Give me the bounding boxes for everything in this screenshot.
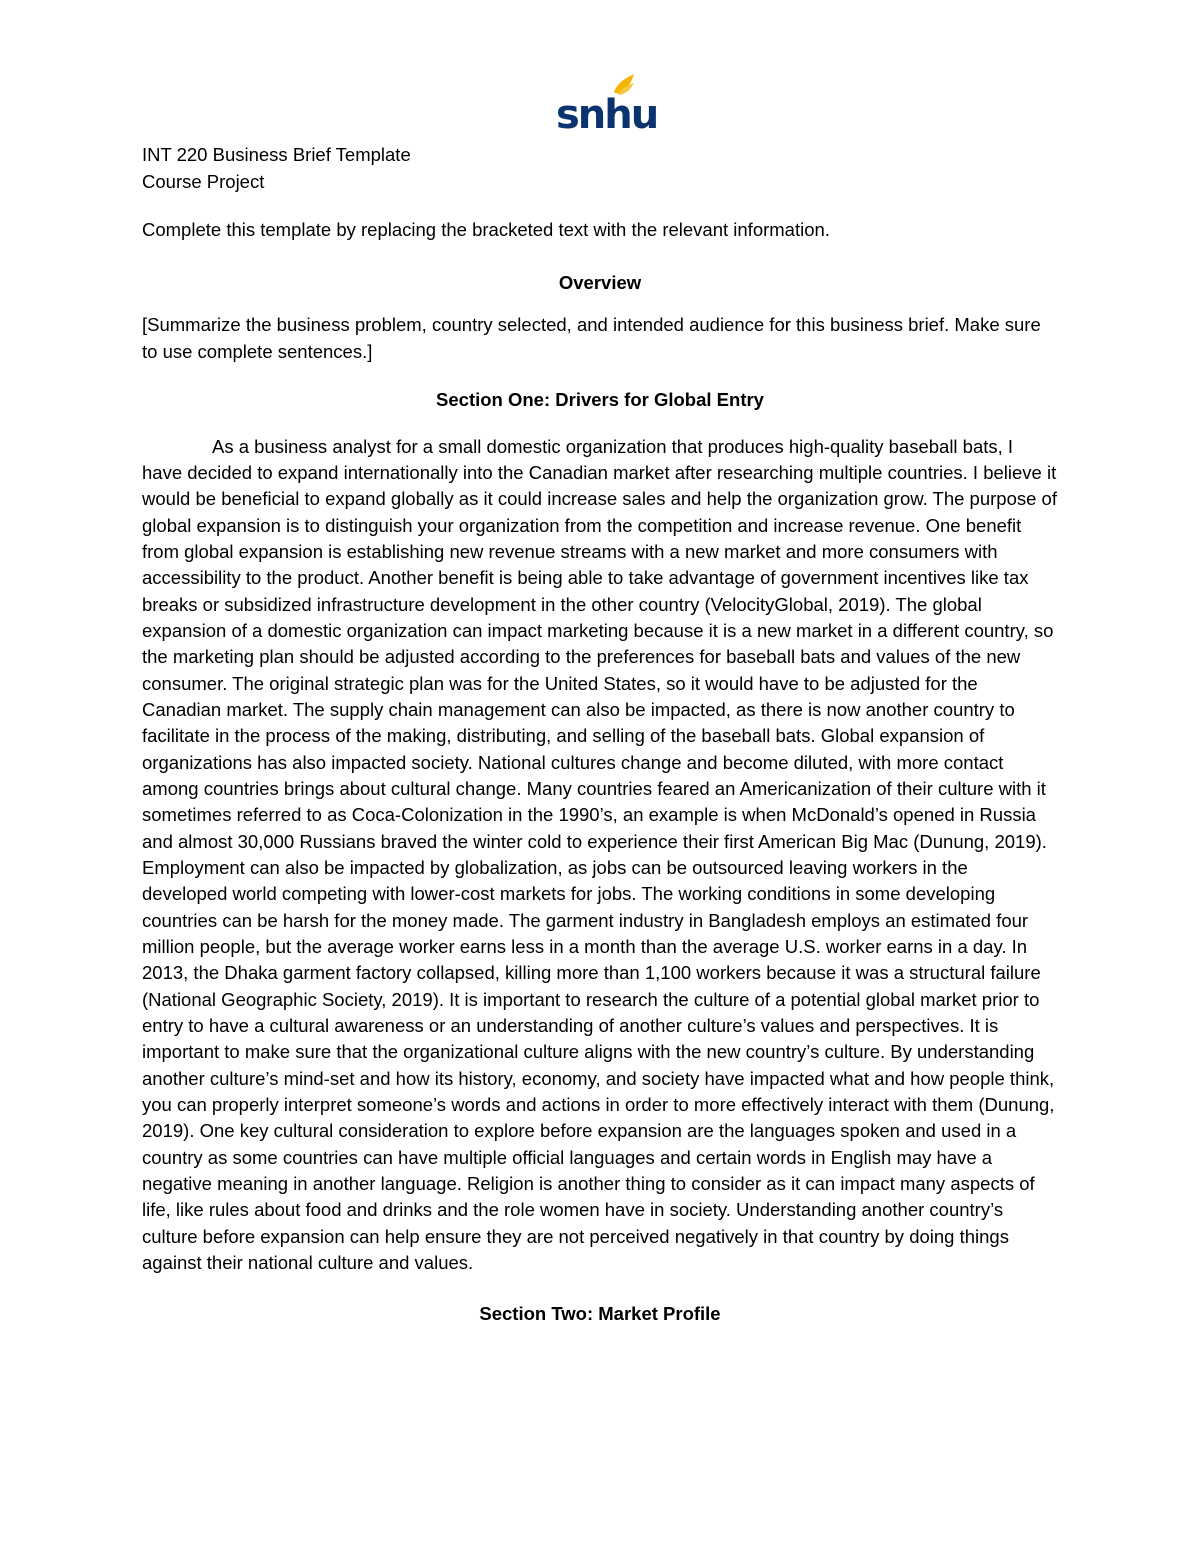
overview-text: [Summarize the business problem, country selected, and intended audience for this business brief. Make sure to use complete sentences.] xyxy=(142,314,1041,362)
snhu-logo xyxy=(556,72,658,138)
document-subtitle: Course Project xyxy=(142,170,265,192)
section-one-heading: Section One: Drivers for Global Entry xyxy=(436,389,764,410)
document-title: INT 220 Business Brief Template xyxy=(142,144,411,165)
section-two-heading: Section Two: Market Profile xyxy=(479,1302,721,1324)
section-one-body: As a business analyst for a small domestic organization that produces high-quality baseball bats, I have decided to expand internationally into the Canadian market after researching multiple countries. I believe it would be beneficial to expand globally as it could increase sales and help the organization grow. The purpose of global expansion is to distinguish your organization from the competition and increase revenue. One benefit from global expansion is establishing new revenue streams with a new market and more consumers with accessibility to the product. Another benefit is being able to take advantage of government incentives like tax breaks or subsidized infrastructure development in the other country (VelocityGlobal, 2019). The global expansion of a domestic organization can impact marketing because it is a new market in a different country, so the marketing plan should be adjusted according to the preferences for baseball bats and values of the new consumer. The original strategic plan was for the United States, so it would have to be adjusted for the Canadian market. The supply chain management can also be impacted, as there is now another country to facilitate in the process of the making, distributing, and selling of the baseball bats. Global expansion of organizations has also impacted society. National cultures change and become diluted, with more contact among countries brings about cultural change. Many countries feared an Americanization of their culture with it sometimes referred to as Coca-Colonization in the 1990’s, an example is when McDonald’s opened in Russia and almost 30,000 Russians braved the winter cold to experience their first American Big Mac (Dunung, 2019). Employment can also be impacted by globalization, as jobs can be outsourced leaving workers in the developed world competing with lower-cost markets for jobs. The working conditions in some developing countries can be harsh for the money made. The garment industry in Bangladesh employs an estimated four million people, but the average worker earns less in a month than the average U.S. worker earns in a day. In 2013, the Dhaka garment factory collapsed, killing more than 1,100 workers because it was a structural failure (National Geographic Society, 2019). It is important to research the culture of a potential global market prior to entry to have a cultural awareness or an understanding of another culture’s values and perspectives. It is important to make sure that the organizational culture aligns with the new country’s culture. By understanding another culture’s mind-set and how its history, economy, and society have impacted what and how people think, you can properly interpret someone’s words and actions in order to more effectively interact with them (Dunung, 2019). One key cultural consideration to explore before expansion are the languages spoken and used in a country as some countries can have multiple official languages and certain words in English may have a negative meaning in another language. Religion is another thing to consider as it can impact many aspects of life, like rules about food and drinks and the role women have in society. Understanding another country’s culture before expansion can help ensure they are not perceived negatively in that country by doing things against their national culture and values. xyxy=(142,435,1057,1274)
document-body xyxy=(142,142,1058,1327)
svg-text:snhu: snhu xyxy=(556,92,658,138)
instructions-text: Complete this template by replacing the bracketed text with the relevant information. xyxy=(142,219,830,240)
overview-heading: Overview xyxy=(558,271,642,293)
